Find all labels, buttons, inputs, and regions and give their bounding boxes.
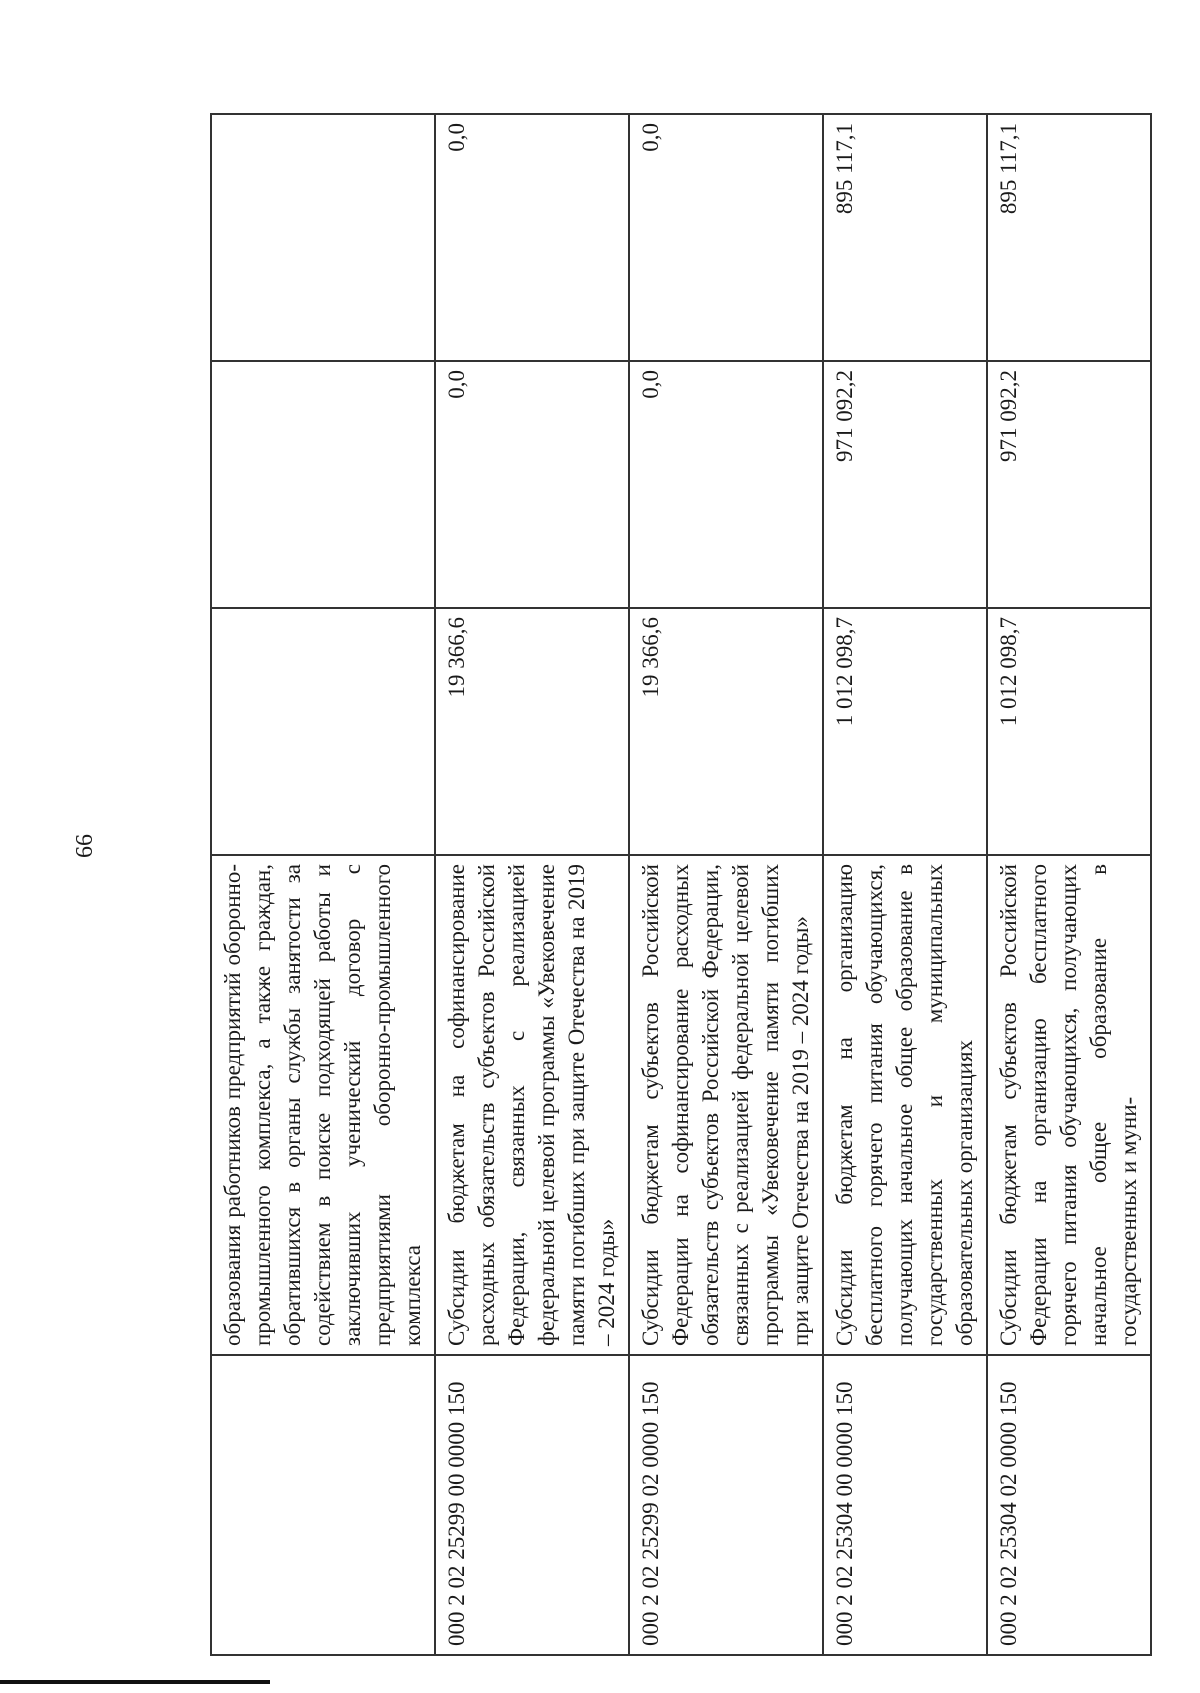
amount-cell-2: 0,0 bbox=[435, 361, 629, 608]
amount-cell-3: 0,0 bbox=[629, 114, 823, 361]
budget-table-rotated bbox=[210, 116, 1141, 1656]
income-name-cell: Субсидии бюджетам субъектов Российской Федерации на софинансирование расходных обязательств субъектов Российской Федерации, связанных с реализацией федеральной целевой программы «Увековечение памяти погибших при защите Отечества на 2019 – 2024 годы» bbox=[629, 855, 823, 1355]
amount-cell-3: 895 117,1 bbox=[987, 114, 1151, 361]
income-name-cell: Субсидии бюджетам на софинансирование расходных обязательств субъектов Российской Федерации, связанных с реализацией федеральной целевой программы «Увековечение памяти погибших при защите Отечества на 2019 – 2024 годы» bbox=[435, 855, 629, 1355]
budget-code-cell bbox=[211, 1355, 435, 1655]
income-name-cell: Субсидии бюджетам субъектов Российской Федерации на организацию бесплатного горячего питания обучающихся, получающих начальное общее образование в государственных и муни- bbox=[987, 855, 1151, 1355]
table-row bbox=[629, 114, 823, 1655]
budget-code-cell: 000 2 02 25299 00 0000 150 bbox=[435, 1355, 629, 1655]
amount-cell-2: 0,0 bbox=[629, 361, 823, 608]
amount-cell-3: 0,0 bbox=[435, 114, 629, 361]
budget-table bbox=[210, 113, 1152, 1656]
table-row bbox=[211, 114, 435, 1655]
footer-rule bbox=[0, 1680, 270, 1684]
amount-cell-1: 1 012 098,7 bbox=[823, 608, 987, 855]
table-row bbox=[435, 114, 629, 1655]
budget-code-cell: 000 2 02 25304 02 0000 150 bbox=[987, 1355, 1151, 1655]
amount-cell-1: 19 366,6 bbox=[435, 608, 629, 855]
page-number: 66 bbox=[72, 834, 98, 858]
amount-cell-2 bbox=[211, 361, 435, 608]
table-row bbox=[987, 114, 1151, 1655]
amount-cell-1: 1 012 098,7 bbox=[987, 608, 1151, 855]
amount-cell-3 bbox=[211, 114, 435, 361]
budget-code-cell: 000 2 02 25304 00 0000 150 bbox=[823, 1355, 987, 1655]
amount-cell-3: 895 117,1 bbox=[823, 114, 987, 361]
income-name-cell: Субсидии бюджетам на организацию бесплатного горячего питания обучающихся, получающих начальное общее образование в государственных и муниципальных образовательных организациях bbox=[823, 855, 987, 1355]
amount-cell-1: 19 366,6 bbox=[629, 608, 823, 855]
table-row bbox=[823, 114, 987, 1655]
amount-cell-2: 971 092,2 bbox=[987, 361, 1151, 608]
budget-code-cell: 000 2 02 25299 02 0000 150 bbox=[629, 1355, 823, 1655]
amount-cell-2: 971 092,2 bbox=[823, 361, 987, 608]
amount-cell-1 bbox=[211, 608, 435, 855]
income-name-cell: образования работников предприятий оборонно-промышленного комплекса, а также граждан, обратившихся в органы службы занятости за содействием в поиске подходящей работы и заключивших ученический договор с предприятиями оборонно-промышленного комплекса bbox=[211, 855, 435, 1355]
